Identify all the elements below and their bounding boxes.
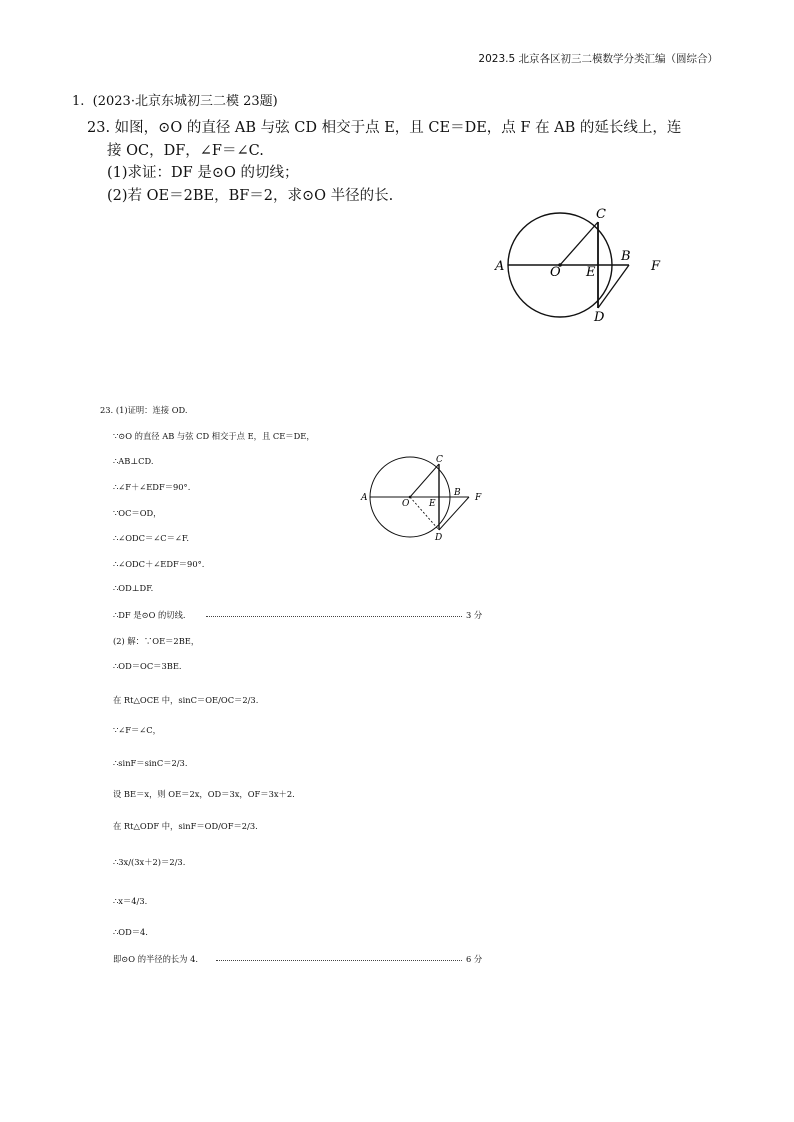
question-number: 1. bbox=[72, 94, 85, 109]
label-a: A bbox=[495, 259, 505, 274]
label-e: E bbox=[429, 499, 436, 509]
solution-figure bbox=[358, 450, 490, 544]
label-d: D bbox=[594, 310, 605, 325]
score-2: 6 分 bbox=[466, 954, 483, 964]
dotted-leader bbox=[206, 616, 462, 617]
solution-line-3: ∴AB⊥CD. bbox=[113, 456, 154, 466]
solution-line-8: ∴OD⊥DF. bbox=[113, 583, 154, 593]
solution-line-18: ∴x＝4/3. bbox=[113, 896, 148, 906]
segment-df bbox=[598, 265, 629, 308]
page-header: 2023.5 北京各区初三二模数学分类汇编（圆综合） bbox=[478, 53, 718, 65]
solution-line-9: ∴DF 是⊙O 的切线. bbox=[113, 610, 186, 620]
label-b: B bbox=[621, 249, 631, 264]
question-source bbox=[72, 90, 278, 109]
solution-line-7: ∴∠ODC＋∠EDF＝90°. bbox=[113, 559, 205, 569]
solution-line-12: 在 Rt△OCE 中，sinC＝OE/OC＝2/3. bbox=[113, 695, 259, 705]
label-o: O bbox=[402, 499, 410, 509]
source-label: (2023·北京东城初三二模 23题) bbox=[92, 94, 278, 109]
solution-line-4: ∴∠F＋∠EDF＝90°. bbox=[113, 482, 191, 492]
segment-oc bbox=[410, 464, 439, 497]
label-c: C bbox=[436, 455, 443, 465]
solution-line-1: 23. (1)证明：连接 OD. bbox=[100, 405, 188, 415]
question-line-2: 接 OC，DF，∠F＝∠C. bbox=[107, 143, 264, 159]
segment-df bbox=[439, 497, 469, 530]
center-point bbox=[409, 496, 412, 499]
score-1: 3 分 bbox=[466, 610, 483, 620]
label-c: C bbox=[596, 207, 606, 222]
question-line-1: 23. 如图，⊙O 的直径 AB 与弦 CD 相交于点 E，且 CE＝DE，点 F 在 AB 的延长线上，连 bbox=[87, 120, 682, 136]
solution-line-20: 即⊙O 的半径的长为 4. bbox=[113, 954, 199, 964]
label-o: O bbox=[550, 265, 561, 280]
solution-line-10: (2) 解：∵OE＝2BE， bbox=[113, 636, 200, 646]
solution-line-11: ∴OD＝OC＝3BE. bbox=[113, 661, 182, 671]
solution-line-5: ∵OC＝OD， bbox=[113, 508, 162, 518]
solution-line-6: ∴∠ODC＝∠C＝∠F. bbox=[113, 533, 189, 543]
solution-line-13: ∵∠F＝∠C， bbox=[113, 725, 161, 735]
solution-line-19: ∴OD＝4. bbox=[113, 927, 148, 937]
solution-line-16: 在 Rt△ODF 中，sinF＝OD/OF＝2/3. bbox=[113, 821, 258, 831]
solution-line-17: ∴3x/(3x＋2)＝2/3. bbox=[113, 857, 186, 867]
label-e: E bbox=[586, 265, 596, 280]
question-part-2: (2)若 OE＝2BE，BF＝2，求⊙O 半径的长. bbox=[107, 188, 394, 204]
solution-line-14: ∴sinF＝sinC＝2/3. bbox=[113, 758, 188, 768]
label-a: A bbox=[361, 493, 368, 503]
solution-line-2: ∵⊙O 的直径 AB 与弦 CD 相交于点 E，且 CE＝DE， bbox=[113, 431, 315, 441]
segment-oc bbox=[560, 222, 598, 265]
label-f: F bbox=[475, 493, 482, 503]
question-figure bbox=[486, 200, 671, 325]
dotted-leader bbox=[216, 960, 462, 961]
label-b: B bbox=[454, 488, 461, 498]
solution-line-15: 设 BE＝x，则 OE＝2x，OD＝3x，OF＝3x＋2. bbox=[113, 789, 295, 799]
question-part-1: (1)求证：DF 是⊙O 的切线； bbox=[107, 165, 299, 181]
label-f: F bbox=[651, 259, 661, 274]
label-d: D bbox=[435, 533, 443, 543]
